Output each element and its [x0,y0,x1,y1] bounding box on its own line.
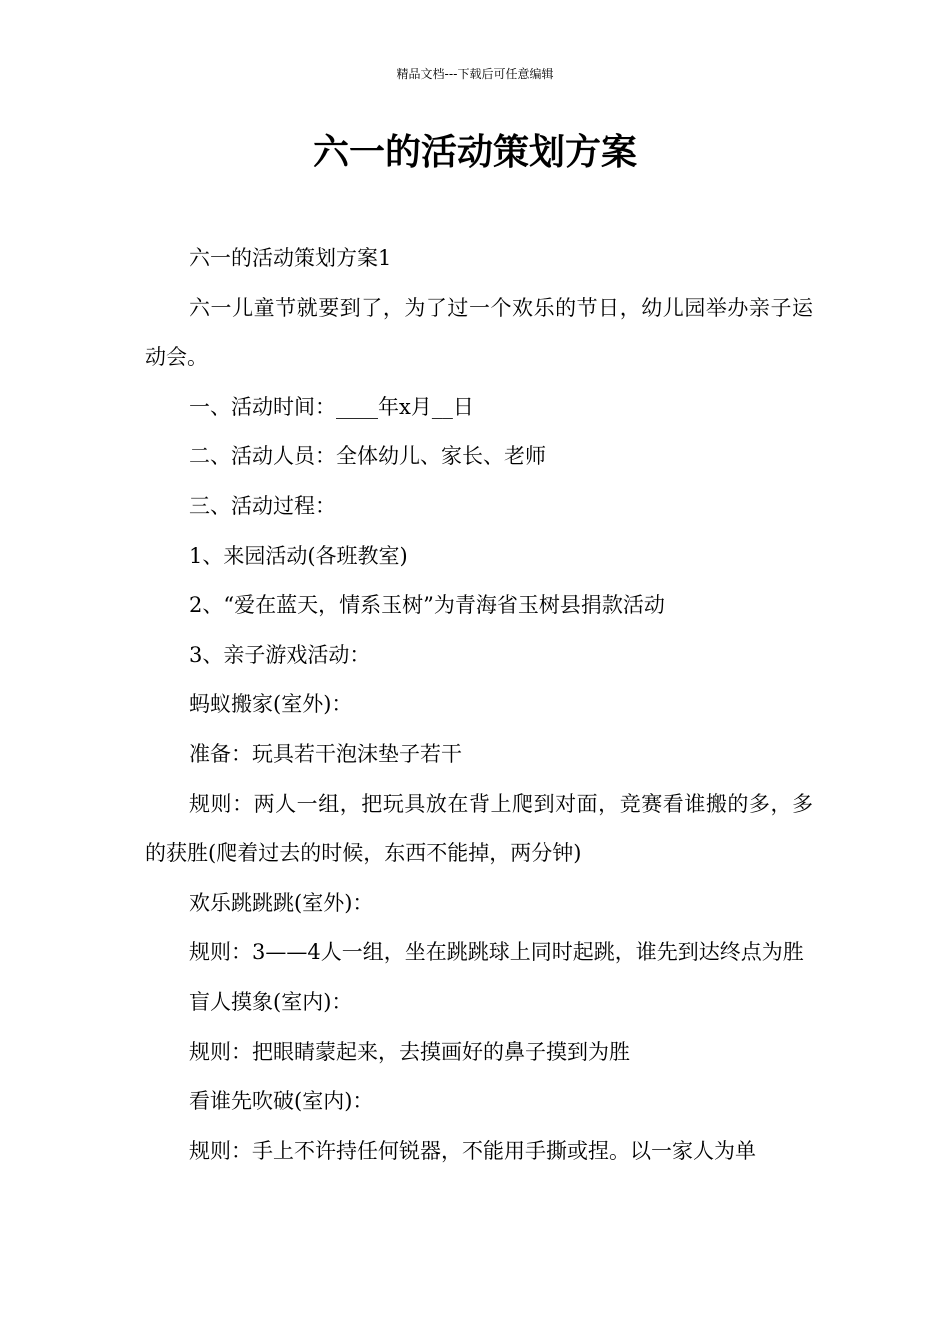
game-title-blind-elephant: 盲人摸象(室内)： [189,989,353,1014]
document-title: 六一的活动策划方案 [312,132,637,173]
process-item-2: 2、“爱在蓝天，情系玉树”为青海省玉树县捐款活动 [189,593,665,618]
game-title-jump: 欢乐跳跳跳(室外)： [189,890,374,915]
intro-paragraph: 六一儿童节就要到了，为了过一个欢乐的节日，幼儿园举办亲子运动会。 [145,295,813,370]
game-rules-jump: 规则：3——4人一组，坐在跳跳球上同时起跳，谁先到达终点为胜 [189,940,804,965]
game-preparation-ants: 准备：玩具若干泡沫垫子若干 [189,741,462,766]
activity-time: 一、活动时间：____年x月__日 [189,394,474,419]
game-title-balloon: 看谁先吹破(室内)： [189,1089,374,1114]
process-item-1: 1、来园活动(各班教室) [189,543,408,568]
game-rules-ants: 规则：两人一组，把玩具放在背上爬到对面，竞赛看谁搬的多，多的获胜(爬着过去的时候，东西不能掉，两分钟) [145,791,813,866]
section-heading: 六一的活动策划方案1 [189,246,392,270]
activity-process-heading: 三、活动过程： [189,493,336,518]
header-note: 精品文档---下载后可任意编辑 [396,67,554,81]
document-body [145,234,813,1176]
game-rules-balloon: 规则：手上不许持任何锐器，不能用手撕或捏。以一家人为单 [189,1138,756,1163]
activity-participants: 二、活动人员：全体幼儿、家长、老师 [189,444,546,469]
game-rules-blind-elephant: 规则：把眼睛蒙起来，去摸画好的鼻子摸到为胜 [189,1039,630,1064]
process-item-3: 3、亲子游戏活动： [189,642,371,667]
game-title-ants: 蚂蚁搬家(室外)： [189,692,353,717]
